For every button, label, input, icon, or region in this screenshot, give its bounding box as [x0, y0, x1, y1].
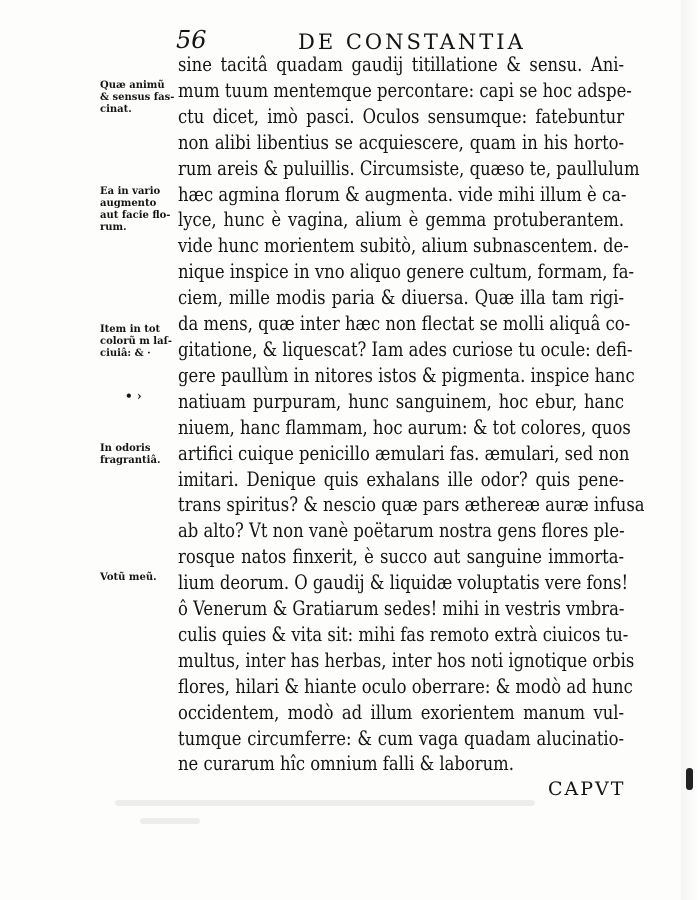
- marginal-note: [100, 186, 171, 234]
- text-line: occidentem, modò ad illum exorientem manum vul-: [178, 699, 625, 724]
- text-line: multus, inter has herbas, inter hos noti ignotique orbis: [178, 647, 635, 672]
- text-line: rosque natos finxerit, è succo aut sanguine immorta-: [178, 544, 625, 569]
- text-line: culis quies & vita sit: mihi fas remoto extrà ciuicos tu-: [178, 621, 629, 646]
- text-line: hæc agmina florum & augmenta. vide mihi illum è ca-: [178, 181, 627, 206]
- marginal-note-line: & sensus fas-: [100, 92, 175, 103]
- text-line: sine tacitâ quadam gaudij titillatione & sensu. Ani-: [178, 52, 625, 76]
- main-text-block: [178, 52, 645, 777]
- marginal-note: [100, 324, 173, 360]
- marginal-note-line: In odoris: [100, 443, 151, 454]
- text-line: ctu dicet, imò pasci. Oculos sensumque: fatebuntur: [178, 103, 625, 128]
- bleed-through-line: [140, 818, 200, 824]
- running-head: DE CONSTANTIA: [298, 30, 526, 54]
- text-line: lium deorum. O gaudij & liquidæ voluptatis vere fons!: [178, 570, 629, 595]
- text-line: ô Venerum & Gratiarum sedes! mihi in vestris vmbra-: [178, 596, 625, 621]
- text-line: tumque circumferre: & cum vaga quadam alucinatio-: [178, 725, 625, 750]
- text-line: vide hunc morientem subitò, alium subnascentem. de-: [178, 233, 629, 258]
- marginal-note-line: Quæ animũ: [100, 80, 165, 91]
- marginal-note-line: augmento: [100, 198, 157, 209]
- marginal-note-line: ciuiâ: & ·: [100, 348, 151, 359]
- text-line: da mens, quæ inter hæc non flectat se molli aliquâ co-: [178, 311, 631, 336]
- text-line: ab alto? Vt non vanè poëtarum nostra gens flores ple-: [178, 518, 625, 543]
- stray-ink-mark: • ›: [125, 389, 142, 403]
- marginal-note: [100, 443, 162, 467]
- text-line: imitari. Denique quis exhalans ille odor? quis pene-: [178, 466, 625, 491]
- text-line: gere paullùm in nitores istos & pigmenta. inspice hanc: [178, 362, 635, 387]
- text-line: non alibi libentius se acquiescere, quam in his horto-: [178, 129, 625, 154]
- marginal-note-line: aut facie flo-: [100, 210, 171, 221]
- text-line: natiuam purpuram, hunc sanguinem, hoc ebur, hanc: [178, 388, 625, 413]
- text-line: flores, hilari & hiante oculo oberrare: & modò ad hunc: [178, 673, 633, 698]
- text-line: niuem, hanc flammam, hoc aurum: & tot colores, quos: [178, 414, 631, 439]
- marginal-note-line: Votũ meũ.: [100, 572, 157, 583]
- marginal-note: [100, 572, 162, 584]
- bleed-through-line: [115, 800, 535, 806]
- marginal-note-line: fragrantiâ.: [100, 455, 161, 466]
- page-number: 56: [176, 26, 207, 54]
- text-line: mum tuum mentemque percontare: capi se hoc adspe-: [178, 77, 632, 102]
- marginal-note-line: Ea in vario: [100, 186, 161, 197]
- text-line: lyce, hunc è vagina, alium è gemma protuberantem.: [178, 207, 625, 232]
- page-edge: [681, 0, 699, 900]
- marginal-note-line: colorũ m laſ-: [100, 336, 173, 347]
- text-line: nique inspice in vno aliquo genere cultum, formam, fa-: [178, 259, 635, 284]
- text-line: artifici cuique penicillo æmulari fas. æmulari, sed non: [178, 440, 630, 465]
- text-line: trans spiritus? & nescio quæ pars æthereæ auræ infusa: [178, 492, 645, 517]
- marginal-note-line: rum.: [100, 222, 127, 233]
- text-line: rum areis & puluillis. Circumsiste, quæso te, paullulum: [178, 155, 640, 180]
- catchword: CAPVT: [548, 778, 626, 800]
- marginal-note: [100, 80, 175, 116]
- text-line: gitatione, & liquescat? Iam ades curiose tu ocule: defi-: [178, 336, 633, 361]
- text-line: ne curarum hîc omnium falli & laborum.: [178, 751, 514, 776]
- marginal-note-line: cinat.: [100, 104, 132, 115]
- marginal-note-line: Item in tot: [100, 324, 161, 335]
- edge-ink-mark: [686, 768, 693, 790]
- text-line: ciem, mille modis paria & diuersa. Quæ illa tam rigi-: [178, 285, 625, 310]
